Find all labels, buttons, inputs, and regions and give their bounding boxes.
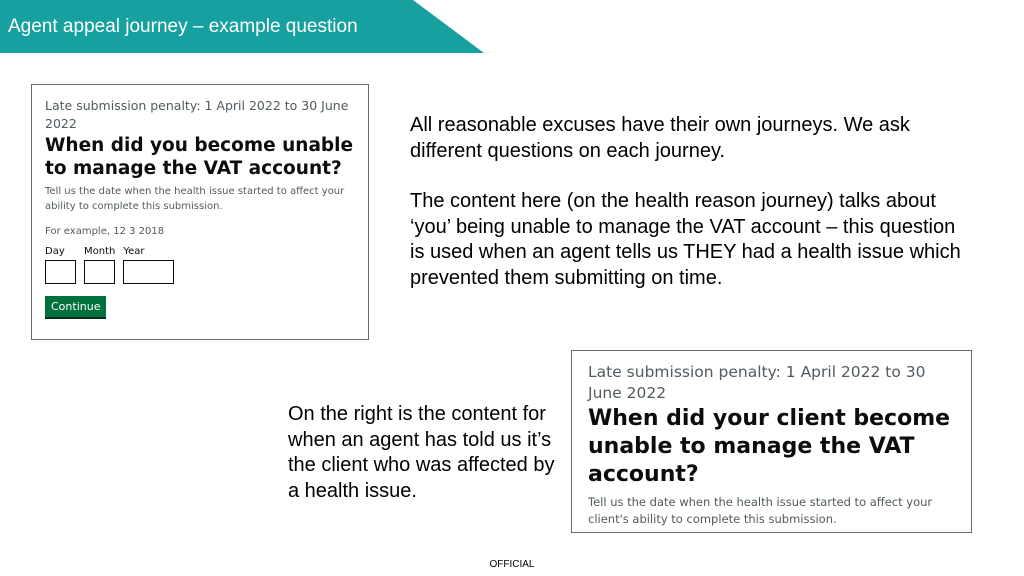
day-label: Day [45,246,65,257]
question-heading: When did your client become unable to manage the VAT account? [588,406,951,487]
explanation-text [410,113,970,291]
day-input[interactable] [45,260,76,284]
explanation-paragraph-1: All reasonable excuses have their own journeys. We ask different questions on each journey. [410,114,910,162]
year-input[interactable] [123,260,174,284]
question-screenshot-agent [31,84,369,340]
date-year-field [123,245,174,284]
continue-button[interactable]: Continue [45,296,106,317]
month-input[interactable] [84,260,115,284]
date-input-group [45,245,355,284]
question-heading: When did you become unable to manage the VAT account? [45,135,354,179]
penalty-caption: Late submission penalty: 1 April 2022 to 30 June 2022 [588,363,926,402]
explanation-paragraph-2: The content here (on the health reason journey) talks about ‘you’ being unable to manage the VAT account – this question is used when an agent tells us THEY had a health issue which prevented them submitting on time. [410,190,961,289]
year-label: Year [123,246,145,257]
client-explanation-text: On the right is the content for when an agent has told us it’s the client who was affected by a health issue. [288,403,555,502]
date-day-field [45,245,76,284]
question-hint: Tell us the date when the health issue started to affect your ability to complete this submission. [45,186,345,212]
question-screenshot-client [571,350,972,533]
month-label: Month [84,246,116,257]
date-example-hint: For example, 12 3 2018 [45,226,165,237]
slide-title: Agent appeal journey – example question [8,16,358,37]
question-hint: Tell us the date when the health issue started to affect your client's ability to complete this submission. [588,495,933,526]
date-month-field [84,245,115,284]
penalty-caption: Late submission penalty: 1 April 2022 to 30 June 2022 [45,98,349,131]
classification-footer: OFFICIAL [489,559,535,570]
